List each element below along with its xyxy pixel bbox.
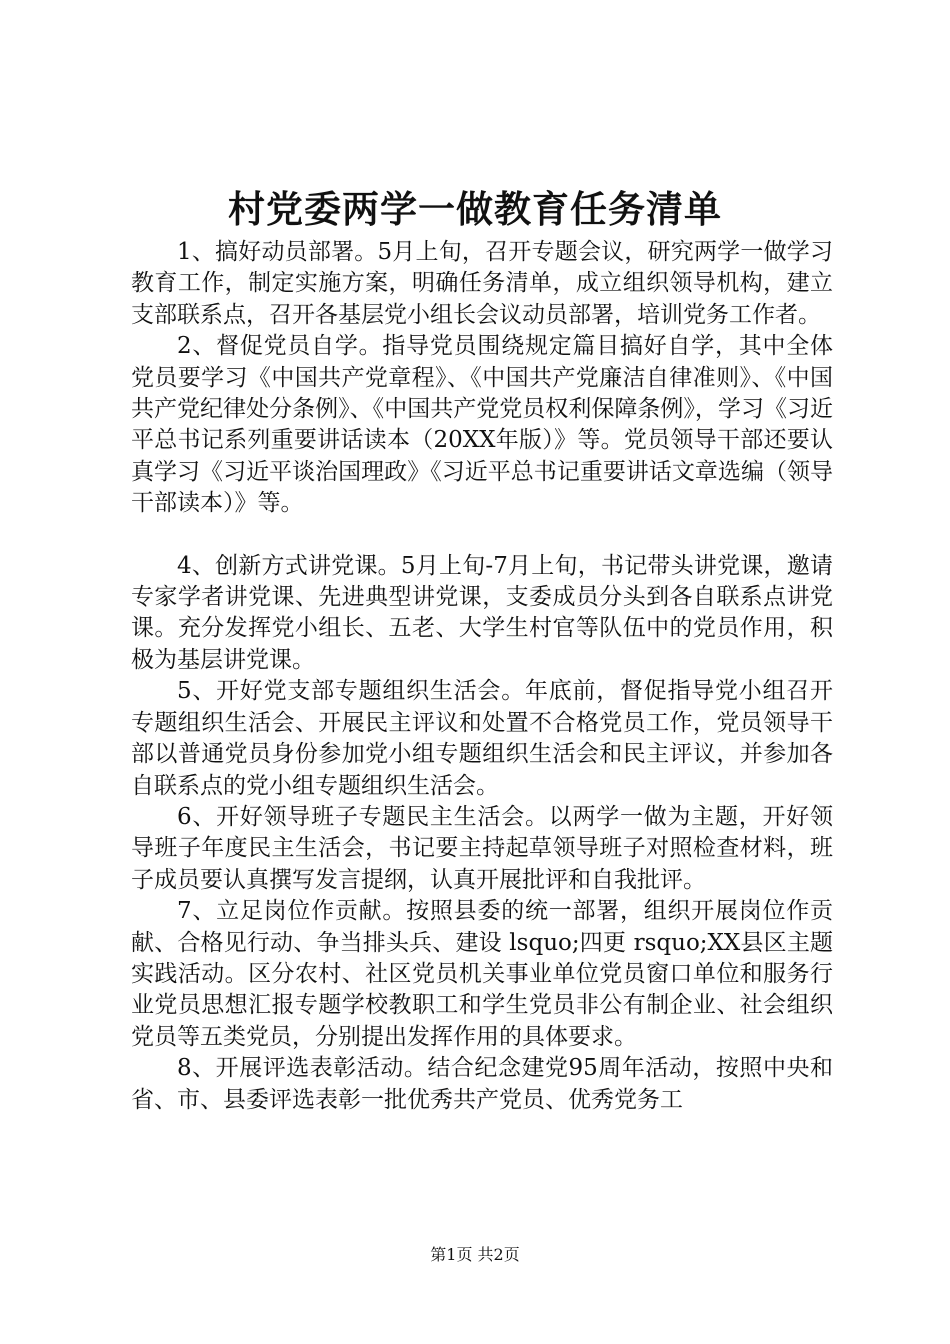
paragraph-5: 5、开好党支部专题组织生活会。年底前，督促指导党小组召开专题组织生活会、开展民主评议和处置不合格党员工作，党员领导干部以普通党员身份参加党小组专题组织生活会和民主评议，并参加各自联系点的党小组专题组织生活会。	[131, 678, 833, 799]
page-number-footer: 第1页 共2页	[430, 1245, 520, 1264]
paragraph-7: 7、立足岗位作贡献。按照县委的统一部署，组织开展岗位作贡献、合格见行动、争当排头兵、建设 lsquo;四更 rsquo;XX县区主题实践活动。区分农村、社区党员机关事业单位党员窗口单位和服务行业党员思想汇报专题学校教职工和学生党员非公有制企业、社会组织党员等五类党员，分别提出发挥作用的具体要求。	[131, 898, 833, 1050]
paragraph-1: 1、搞好动员部署。5月上旬，召开专题会议，研究两学一做学习教育工作，制定实施方案，明确任务清单，成立组织领导机构，建立支部联系点，召开各基层党小组长会议动员部署，培训党务工作者。	[131, 239, 833, 328]
paragraph-8: 8、开展评选表彰活动。结合纪念建党95周年活动，按照中央和省、市、县委评选表彰一批优秀共产党员、优秀党务工	[131, 1055, 833, 1113]
paragraph-gap	[131, 520, 833, 551]
paragraph-2: 2、督促党员自学。指导党员围绕规定篇目搞好自学，其中全体党员要学习《中国共产党章程》、《中国共产党廉洁自律准则》、《中国共产党纪律处分条例》、《中国共产党党员权利保障条例》，学习《习近平总书记系列重要讲话读本（20XX年版）》等。党员领导干部还要认真学习《习近平谈治国理政》《习近平总书记重要讲话文章选编（领导干部读本）》等。	[131, 333, 833, 517]
document-title: 村党委两学一做教育任务清单	[228, 187, 722, 231]
paragraph-4: 4、创新方式讲党课。5月上旬-7月上旬，书记带头讲党课，邀请专家学者讲党课、先进典型讲党课，支委成员分头到各自联系点讲党课。充分发挥党小组长、五老、大学生村官等队伍中的党员作用，积极为基层讲党课。	[131, 552, 833, 673]
paragraph-6: 6、开好领导班子专题民主生活会。以两学一做为主题，开好领导班子年度民主生活会，书记要主持起草领导班子对照检查材料，班子成员要认真撰写发言提纲，认真开展批评和自我批评。	[131, 803, 833, 893]
document-body	[131, 237, 833, 1116]
